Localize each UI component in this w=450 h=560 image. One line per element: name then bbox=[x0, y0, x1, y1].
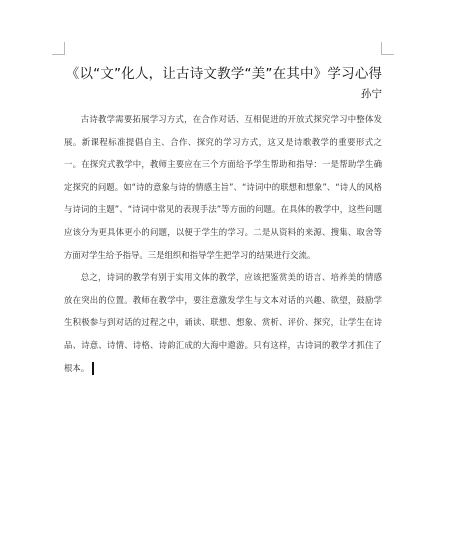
crop-mark-top-left bbox=[52, 42, 65, 55]
paragraph-2-text: 总之，诗词的教学有别于实用文体的教学，应该把鉴赏美的语言、培养美的情感放在突出的位置。教师在教学中，要注意激发学生与文本对话的兴趣、欲望，鼓励学生积极参与到对话的过程之中，诵读、联想、想象、赏析、评价、探究，让学生在诗品、诗意、诗情、诗格、诗韵汇成的大海中遨游。只有这样，古诗词的教学才抓住了根本。 bbox=[64, 272, 382, 373]
paragraph-2 bbox=[64, 266, 382, 379]
text-cursor bbox=[92, 362, 94, 375]
crop-mark-top-right bbox=[381, 42, 394, 55]
document-title: 《以“文”化人，让古诗文教学“美”在其中》学习心得 bbox=[65, 66, 383, 82]
paragraph-1 bbox=[64, 108, 382, 266]
paragraph-1-text: 古诗教学需要拓展学习方式，在合作对话、互相促进的开放式探究学习中整体发展。新课程标准提倡自主、合作、探究的学习方式，这又是诗歌教学的重要形式之一。在探究式教学中，教师主要应在三个方面给予学生帮助和指导：一是帮助学生确定探究的问题。如“诗的意象与诗的情感主旨”、“诗词中的联想和想象”、“诗人的风格与诗词的主题”、“诗词中常见的表现手法”等方面的问题。在具体的教学中，这些问题应该分为更具体更小的问题，以便于学生的学习。二是从资料的来源、搜集、取舍等方面对学生给予指导。三是组织和指导学生把学习的结果进行交流。 bbox=[64, 114, 382, 260]
document-author: 孙宁 bbox=[361, 88, 382, 100]
document-body[interactable] bbox=[64, 108, 382, 379]
